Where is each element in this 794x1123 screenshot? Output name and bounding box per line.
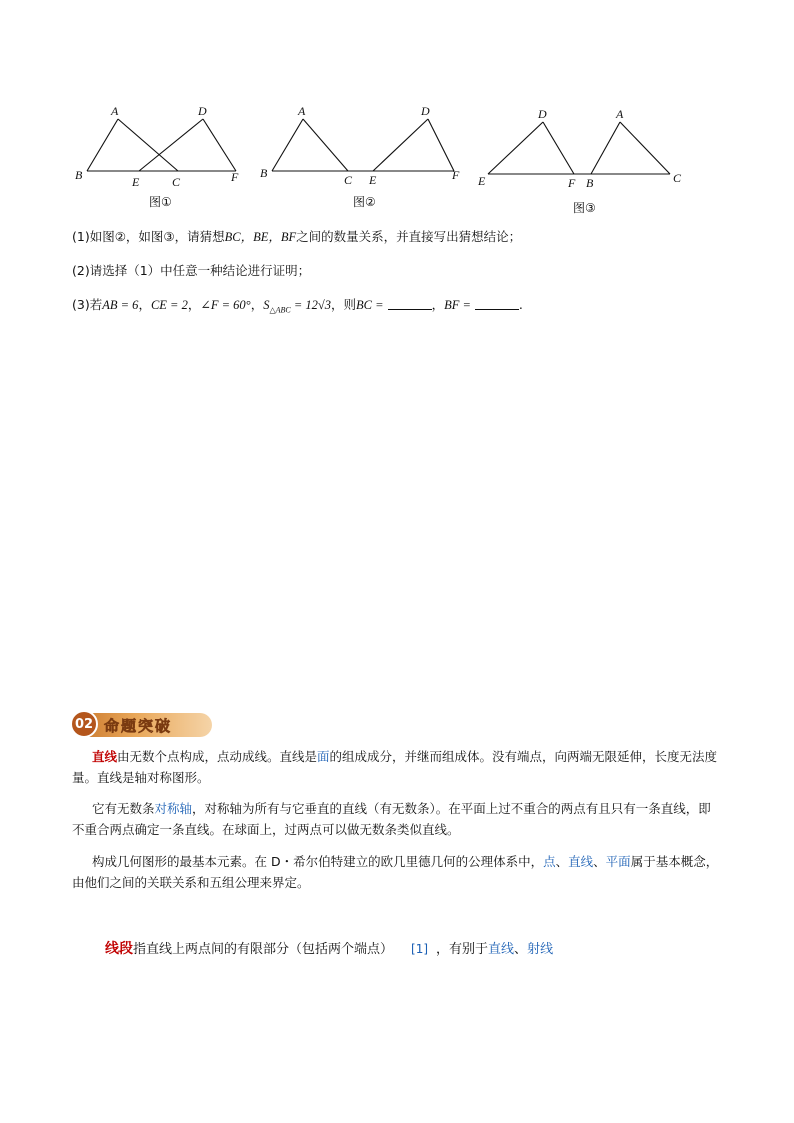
section-banner	[70, 710, 212, 738]
q3-ab: AB = 6	[102, 298, 139, 312]
q3-sep2: ，	[187, 297, 201, 312]
point-A: A	[616, 107, 624, 121]
p3-sep1: 、	[555, 854, 569, 869]
point-C: C	[344, 173, 353, 187]
q3-angle: ∠F = 60°	[200, 298, 251, 312]
term-segment: 线段	[105, 941, 133, 957]
point-C: C	[172, 175, 181, 189]
question-1-prefix: (1)如图②，如图③，请猜想	[72, 229, 225, 244]
point-D: D	[538, 107, 547, 121]
figure-1	[72, 100, 252, 224]
p2-text2: ，对称轴为所有与它垂直的直线（有无数条）。在平面上过不重合的两点有且只有一条直线，即不重合两点确定一条直线。在球面上，过两点可以做无数条类似直线。	[72, 801, 711, 837]
link-plane-surface[interactable]: 面	[317, 749, 330, 764]
point-F: F	[568, 176, 576, 190]
p3-text2: 属于基本概念，由他们之间的关联关系和五组公理来界定。	[72, 854, 719, 890]
figure-1-caption: 图①	[149, 195, 172, 209]
point-D: D	[421, 104, 430, 118]
paragraph-symmetry	[72, 798, 722, 840]
q3-sep5: ，	[431, 297, 445, 312]
p2-text1: 它有无数条	[92, 801, 155, 816]
segment-definition	[105, 938, 553, 958]
point-E: E	[132, 175, 140, 189]
question-1-suffix: 之间的数量关系，并直接写出猜想结论；	[296, 229, 522, 244]
figure-3	[476, 100, 696, 229]
answer-blank-bf[interactable]	[475, 297, 519, 310]
point-B: B	[586, 176, 594, 190]
figure-1-diagram	[72, 100, 252, 220]
segment-text1: 指直线上两点间的有限部分（包括两个端点）	[133, 942, 394, 957]
q3-bc: BC =	[356, 298, 384, 312]
link-axis-of-symmetry[interactable]: 对称轴	[154, 801, 193, 816]
link-ray[interactable]: 射线	[527, 942, 554, 957]
link-plane[interactable]: 平面	[605, 854, 631, 869]
figure-2-diagram	[258, 100, 468, 220]
point-F: F	[452, 168, 460, 182]
figure-2-caption: 图②	[353, 195, 376, 209]
point-E: E	[369, 173, 377, 187]
q3-area-sub: △ABC	[269, 305, 291, 315]
point-B: B	[75, 168, 83, 182]
point-A: A	[298, 104, 306, 118]
p1-text1: 由无数个点构成，点动成线。直线是	[117, 749, 318, 764]
question-3	[72, 296, 523, 320]
figure-3-diagram	[476, 100, 696, 225]
question-1	[72, 228, 521, 246]
banner-title: 命题突破	[104, 717, 173, 735]
point-F: F	[231, 170, 239, 184]
answer-blank-bc[interactable]	[388, 297, 432, 310]
link-line[interactable]: 直线	[488, 942, 515, 957]
q3-sep1: ，	[138, 297, 151, 312]
p3-sep2: 、	[593, 854, 606, 869]
q3-prefix: (3)若	[72, 297, 103, 312]
paragraph-basic-elements	[72, 851, 722, 893]
segment-sep: 、	[514, 942, 528, 957]
figure-2	[258, 100, 468, 224]
point-C: C	[673, 171, 682, 185]
p3-text1: 构成几何图形的最基本元素。在 D・希尔伯特建立的欧几里德几何的公理体系中，	[92, 854, 544, 869]
q3-sep3: ，	[250, 297, 264, 312]
point-A: A	[111, 104, 119, 118]
q3-sep4: ，则	[331, 297, 357, 312]
q3-ce: CE = 2	[150, 298, 188, 312]
term-line: 直线	[92, 749, 118, 764]
q3-area-eq: = 12√3	[290, 298, 332, 312]
q3-area-s: S	[263, 298, 270, 312]
reference-link[interactable]: [1]	[411, 942, 429, 956]
point-B: B	[260, 166, 268, 180]
link-point[interactable]: 点	[543, 854, 556, 869]
question-2: (2)请选择（1）中任意一种结论进行证明；	[72, 263, 311, 278]
banner-number: 02	[70, 710, 98, 738]
question-1-vars: BC，BE，BF	[224, 230, 297, 244]
q3-end: .	[518, 297, 523, 312]
point-D: D	[198, 104, 207, 118]
p1-text2: 的组成成分，并继而组成体。没有端点，向两端无限延伸，长度无法度量。直线是轴对称图形。	[72, 749, 718, 785]
paragraph-line-definition	[72, 746, 722, 788]
link-line[interactable]: 直线	[568, 854, 594, 869]
point-E: E	[478, 174, 486, 188]
figure-3-caption: 图③	[573, 201, 596, 215]
segment-text2: ，有别于	[436, 942, 489, 957]
q3-bf: BF =	[444, 298, 471, 312]
